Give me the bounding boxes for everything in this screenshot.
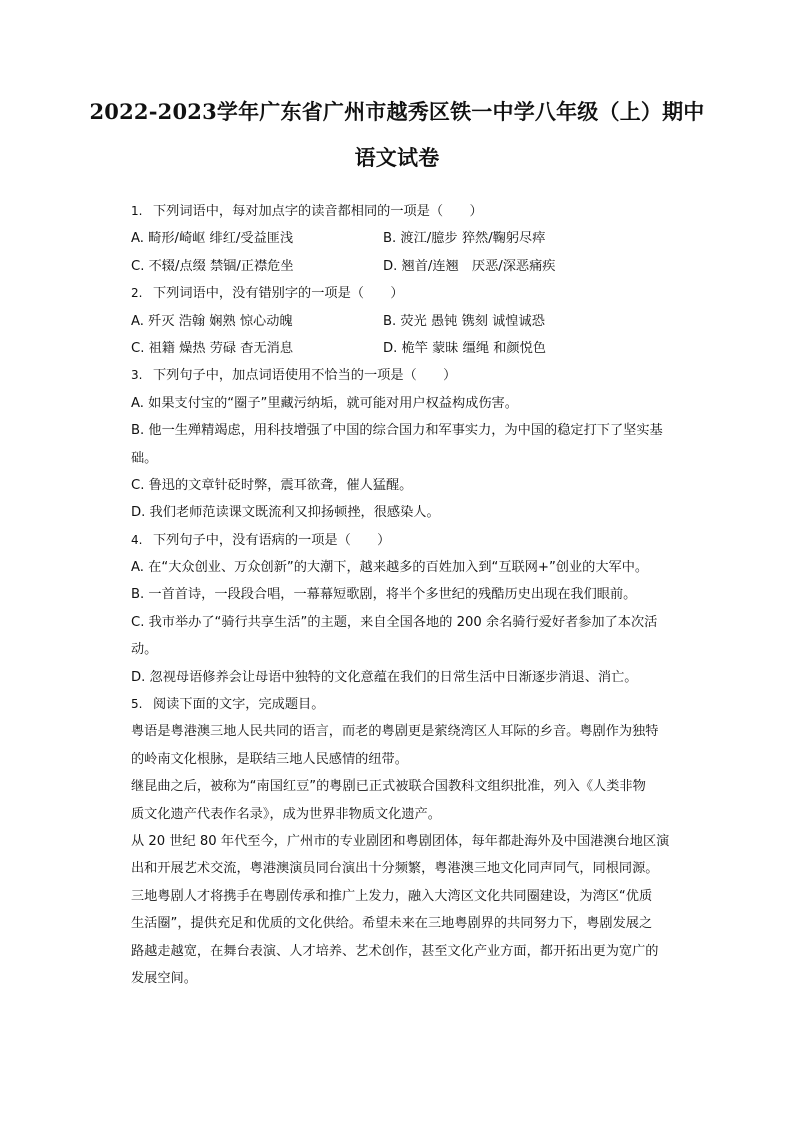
question-stem xyxy=(131,362,701,389)
option-a: A. 如果支付宝的“圈子”里藏污纳垢，就可能对用户权益构成伤害。 xyxy=(131,395,518,411)
option-b: B. 荧光 愚钝 镌刻 诚惶诚恐 xyxy=(383,313,545,329)
option-c-continued: 动。 xyxy=(131,642,158,658)
question-text: 下列词语中，每对加点字的读音都相同的一项是（ ） xyxy=(153,204,483,219)
option-a: A. 畸形/崎岖 绯红/受益匪浅 xyxy=(131,231,294,247)
option-b: B. 一首首诗，一段段合唱，一幕幕短歌剧，将半个多世纪的残酷历史出现在我们眼前。 xyxy=(131,587,637,603)
option-row xyxy=(131,253,701,280)
option-b-continued: 础。 xyxy=(131,450,158,466)
question-stem xyxy=(131,198,701,225)
option-c: C. 我市举办了“骑行共享生活”的主题，来自全国各地的 200 余名骑行爱好者参加了本次活 xyxy=(131,614,658,630)
question-number: 1. xyxy=(131,204,143,218)
passage-line: 三地粤剧人才将携手在粤剧传承和推广上发力，融入大湾区文化共同圈建设，为湾区“优质 xyxy=(131,888,653,904)
passage-line: 生活圈”，提供充足和优质的文化供给。希望未来在三地粤剧界的共同努力下，粤剧发展之 xyxy=(131,916,653,932)
question-text: 下列词语中，没有错别字的一项是（ ） xyxy=(153,286,404,302)
option-c: C. 不辍/点缀 禁锢/正襟危坐 xyxy=(131,258,294,274)
option-c: C. 鲁迅的文章针砭时弊，震耳欲聋，催人猛醒。 xyxy=(131,477,413,493)
option-d: D. 翘首/连翘 厌恶/深恶痛疾 xyxy=(383,258,556,274)
question-text: 下列句子中，没有语病的一项是（ ） xyxy=(153,532,391,548)
exam-body xyxy=(131,198,701,992)
question-stem xyxy=(131,527,701,554)
passage-line: 路越走越宽，在舞台表演、人才培养、艺术创作，甚至文化产业方面，都开拓出更为宽广的 xyxy=(131,943,659,959)
question-number: 4. xyxy=(131,532,143,547)
option-d: D. 桅竿 蒙昧 缰绳 和颜悦色 xyxy=(383,340,546,356)
exam-title: 2022-2023学年广东省广州市越秀区铁一中学八年级（上）期中 xyxy=(89,99,705,124)
question-number: 3. xyxy=(131,368,143,383)
question-stem xyxy=(131,280,701,307)
exam-subtitle: 语文试卷 xyxy=(354,145,440,170)
question-text: 下列句子中，加点词语使用不恰当的一项是（ ） xyxy=(153,368,457,384)
passage-line: 从 20 世纪 80 年代至今，广州市的专业剧团和粤剧团体，每年都赴海外及中国港澳台地区演 xyxy=(131,833,670,849)
passage-line: 的岭南文化根脉，是联结三地人民感情的纽带。 xyxy=(131,751,408,767)
passage-line: 粤语是粤港澳三地人民共同的语言，而老的粤剧更是萦绕湾区人耳际的乡音。粤剧作为独特 xyxy=(131,724,659,740)
question-text: 阅读下面的文字，完成题目。 xyxy=(153,697,325,713)
option-a: A. 歼灭 浩翰 娴熟 惊心动魄 xyxy=(131,313,293,329)
question-number: 5. xyxy=(131,697,143,712)
option-row xyxy=(131,335,701,362)
option-row xyxy=(131,308,701,335)
question-number: 2. xyxy=(131,286,143,301)
option-b: B. 他一生殚精竭虑，用科技增强了中国的综合国力和军事实力，为中国的稳定打下了坚实基 xyxy=(131,423,663,439)
option-a: A. 在“大众创业、万众创新”的大潮下，越来越多的百姓加入到“互联网+”创业的大军中。 xyxy=(131,560,649,576)
option-c: C. 祖籍 燥热 劳碌 杳无消息 xyxy=(131,340,294,356)
passage-line: 质文化遗产代表作名录》，成为世界非物质文化遗产。 xyxy=(131,806,441,822)
option-d: D. 忽视母语修养会让母语中独特的文化意蕴在我们的日常生活中日渐逐步消退、消亡。 xyxy=(131,669,638,685)
option-row xyxy=(131,225,701,252)
question-stem xyxy=(131,691,701,718)
passage-line: 继昆曲之后，被称为“南国红豆”的粤剧已正式被联合国教科文组织批准，列入《人类非物 xyxy=(131,779,646,795)
passage-line: 出和开展艺术交流，粤港澳演员同台演出十分频繁，粤港澳三地文化同声同气，同根同源。 xyxy=(131,861,659,877)
passage-line: 发展空间。 xyxy=(131,970,197,986)
option-b: B. 渡江/臆步 猝然/鞠躬尽瘁 xyxy=(383,231,546,247)
option-d: D. 我们老师范读课文既流利又抑扬顿挫，很感染人。 xyxy=(131,505,440,521)
